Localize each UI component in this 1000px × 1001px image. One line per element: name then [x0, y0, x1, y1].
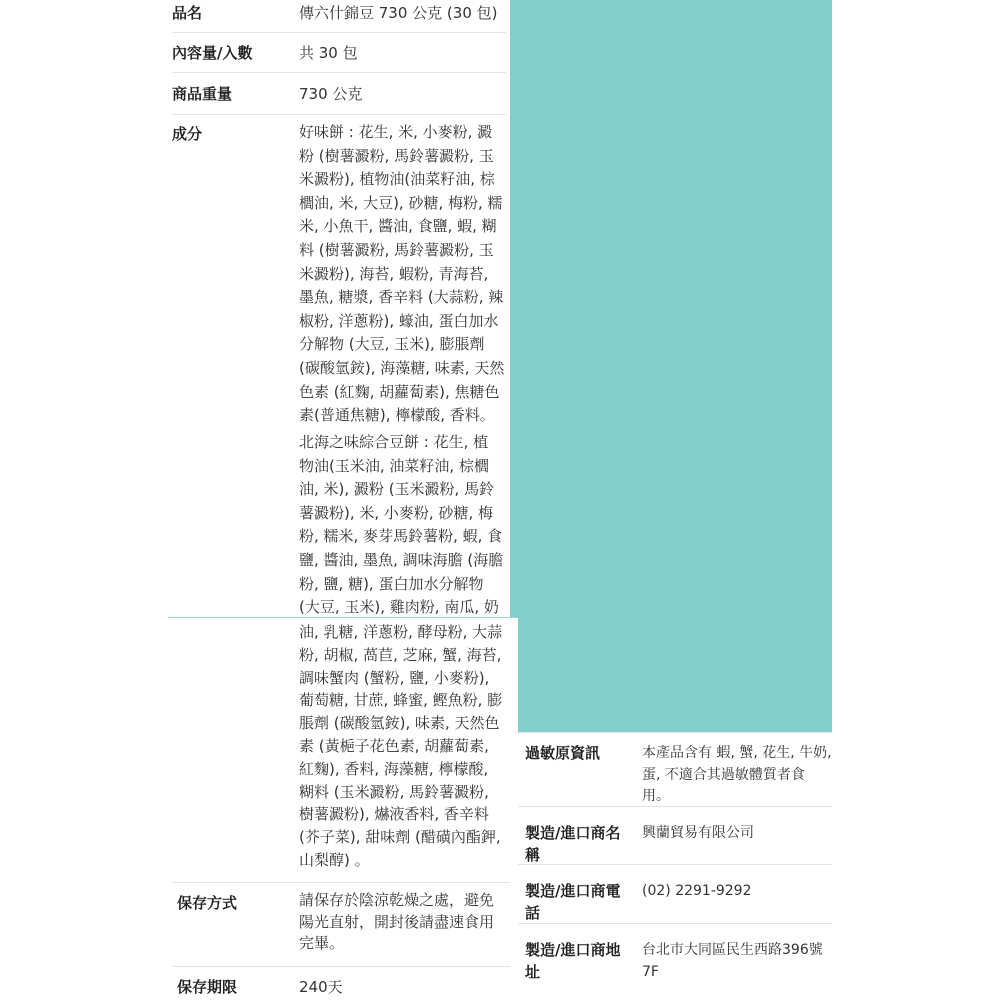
text-line: 山梨醇) 。 [299, 850, 370, 869]
text-line: 糊料 (玉米澱粉, 馬鈴薯澱粉, [299, 782, 489, 801]
text-line: (02) 2291-9292 [642, 883, 752, 899]
text-line: 米澱粉), 海苔, 蝦粉, 青海苔, [299, 264, 489, 283]
label-allergen [525, 743, 600, 765]
value-quantity: 共 30 包 [299, 44, 358, 62]
product-spec-panel-top [168, 0, 510, 616]
divider [518, 923, 832, 924]
text-line: 稱 [525, 845, 541, 864]
text-line: (芥子菜), 甜味劑 (醋磺內酯鉀, [299, 828, 501, 847]
text-line: 粉, 胡椒, 萵苣, 芝麻, 蟹, 海苔, [299, 645, 502, 664]
text-line: 物油(玉米油, 油菜籽油, 棕櫚 [299, 456, 489, 475]
text-line: 墨魚, 糖漿, 香辛料 (大蒜粉, 辣 [299, 288, 504, 307]
text-line: 鹽, 醬油, 墨魚, 調味海膽 (海膽 [299, 550, 504, 569]
value-weight: 730 公克 [299, 85, 363, 103]
divider [172, 966, 510, 967]
text-line: (大豆, 玉米), 雞肉粉, 南瓜, 奶 [299, 598, 499, 616]
text-line: 調味蟹肉 (蟹粉, 鹽, 小麥粉), [299, 668, 490, 687]
text-line: 料 (樹薯澱粉, 馬鈴薯澱粉, 玉 [299, 240, 494, 259]
text-line: 興蘭貿易有限公司 [642, 825, 754, 841]
text-line: 粉, 鹽, 糖), 蛋白加水分解物 [299, 574, 484, 593]
label-weight: 商品重量 [172, 85, 233, 103]
value-shelf-life: 240天 [299, 978, 343, 996]
text-line: 話 [525, 903, 541, 922]
text-line: 製造/進口商電 [525, 882, 621, 900]
text-line: 粉 (樹薯澱粉, 馬鈴薯澱粉, 玉 [299, 146, 494, 165]
text-line: 脹劑 (碳酸氫銨), 味素, 天然色 [299, 714, 500, 733]
text-line: 蛋, 不適合其過敏體質者食 [642, 766, 805, 783]
text-line: 製造/進口商地 [525, 941, 621, 959]
divider [518, 806, 832, 807]
text-line: 色素 (紅麴, 胡蘿蔔素), 焦糖色 [299, 382, 500, 401]
text-line: 陽光直射，開封後請盡速食用 [299, 912, 495, 931]
label-quantity: 內容量/入數 [172, 44, 253, 62]
text-line: 樹薯澱粉), 爀液香料, 香辛料 [299, 805, 489, 824]
text-line: 址 [525, 962, 541, 981]
text-line: 7F [642, 963, 659, 980]
text-line: 椒粉, 洋蔥粉), 蠔油, 蛋白加水 [299, 311, 499, 330]
value-storage [299, 890, 494, 955]
text-line: 素(普通焦糖), 檸檬酸, 香料。 [299, 406, 495, 425]
text-line: 葡萄糖, 甘蔗, 蜂蜜, 鰹魚粉, 膨 [299, 691, 503, 710]
text-line: 櫚油, 米, 大豆), 砂糖, 梅粉, 糯 [299, 193, 503, 212]
text-line: 油, 乳糖, 洋蔥粉, 酵母粉, 大蒜 [299, 623, 503, 641]
label-ingredients: 成分 [172, 125, 203, 143]
text-line: 米澱粉), 植物油(油菜籽油, 棕 [299, 170, 495, 189]
text-line: 過敏原資訊 [525, 744, 601, 762]
label-manufacturer-phone [525, 881, 620, 924]
text-line: 紅麴), 香料, 海藻糖, 檸檬酸, [299, 759, 489, 778]
label-shelf-life: 保存期限 [177, 978, 238, 996]
divider [172, 32, 506, 33]
ingredients-continued [299, 621, 502, 872]
label-manufacturer-address [525, 940, 620, 983]
text-line: 油, 米), 澱粉 (玉米澱粉, 馬鈴 [299, 480, 495, 499]
product-spec-panel-middle [168, 617, 518, 1001]
text-line: 粉, 糯米, 麥芽馬鈴薯粉, 蝦, 食 [299, 527, 503, 546]
text-line: 北海之味綜合豆餅 : 花生, 植 [299, 433, 489, 451]
value-manufacturer-address [642, 940, 823, 983]
text-line: 好味餅 : 花生, 米, 小麥粉, 澱 [299, 123, 493, 141]
divider [518, 864, 832, 865]
divider [172, 882, 510, 883]
teal-background [510, 0, 832, 732]
text-line: 米, 小魚干, 醬油, 食鹽, 蝦, 糊 [299, 217, 497, 236]
value-allergen [642, 743, 832, 808]
ingredients-paragraph-2 [299, 431, 503, 616]
text-line: 素 (黃梔子花色素, 胡蘿蔔素, [299, 736, 489, 755]
text-line: 台北市大同區民生西路396號 [642, 942, 823, 958]
text-line: 用。 [642, 788, 670, 804]
text-line: 請保存於陰涼乾燥之處，避免 [299, 891, 495, 909]
text-line: 薯澱粉), 米, 小麥粉, 砂糖, 梅 [299, 503, 493, 522]
value-product-name: 傳六什錦豆 730 公克 (30 包) [299, 4, 498, 22]
text-line: (碳酸氫銨), 海藻糖, 味素, 天然 [299, 358, 505, 377]
label-product-name: 品名 [172, 4, 203, 22]
label-storage: 保存方式 [177, 894, 238, 912]
ingredients-paragraph-1 [299, 121, 504, 428]
divider [172, 114, 506, 115]
text-line: 分解物 (大豆, 玉米), 膨脹劑 [299, 335, 485, 354]
value-manufacturer-phone [642, 881, 752, 903]
value-manufacturer-name [642, 823, 754, 845]
label-manufacturer-name [525, 823, 620, 866]
divider [172, 72, 506, 73]
text-line: 製造/進口商名 [525, 824, 621, 842]
product-spec-panel-manufacturer [514, 732, 832, 1001]
text-line: 完畢。 [299, 934, 345, 952]
text-line: 本產品含有 蝦, 蟹, 花生, 牛奶, [642, 745, 832, 761]
